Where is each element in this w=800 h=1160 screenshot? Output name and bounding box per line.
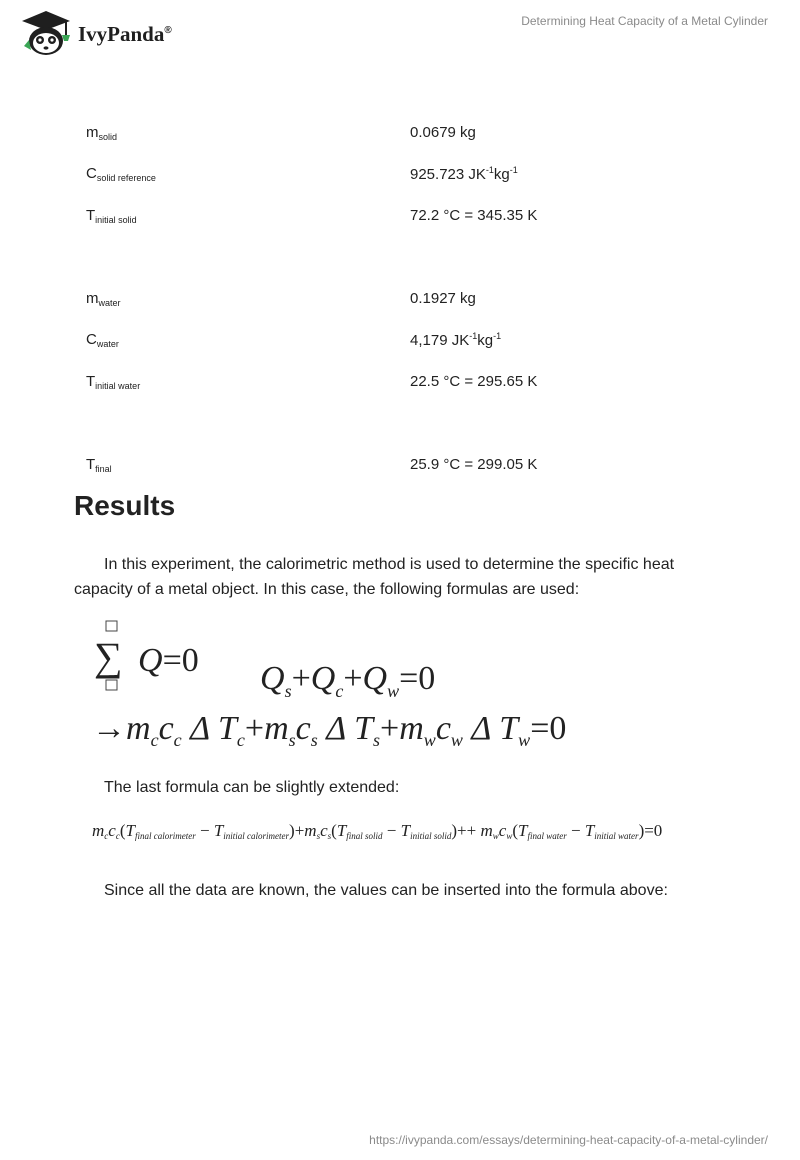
variable-value: 0.1927 kg — [410, 290, 476, 308]
table-row — [86, 195, 726, 237]
variable-label: $m_{water}$ — [86, 289, 121, 308]
variable-label: $C_{solid reference}$ — [86, 165, 156, 184]
paragraph: The last formula can be slightly extended: — [104, 779, 400, 796]
variable-label: $T_{initial solid}$ — [86, 206, 137, 225]
extended-formula — [92, 816, 782, 846]
source-url-link[interactable]: https://ivypanda.com/essays/determining-heat-capacity-of-a-metal-cylinder/ — [369, 1133, 768, 1147]
table-row — [86, 154, 726, 196]
variable-value: 22.5 °C = 295.65 K — [410, 373, 538, 391]
table-row — [86, 278, 726, 320]
formula-image — [92, 618, 692, 746]
variable-label: $T_{final}$ — [86, 455, 112, 474]
table-row — [86, 112, 726, 154]
brand-logo[interactable] — [16, 8, 172, 58]
svg-text:→mccc Δ Tc+mscs Δ Ts+mwcw Δ Tw: $\to m_cc_c$ Δ $T_c+m_sc_s$ Δ $T_s+m_wc_w$ Δ $T_w=0$ — [92, 710, 567, 746]
svg-text:Q=0: Q=0 — [138, 642, 199, 679]
document-title: Determining Heat Capacity of a Metal Cylinder — [521, 14, 768, 28]
table-spacer-row — [86, 403, 726, 445]
variable-value: 925.723 $JK^{-1}kg^{-1}$ — [410, 165, 518, 184]
paragraph: Since all the data are known, the values can be inserted into the formula above: — [104, 882, 668, 899]
variable-label: $m_{solid}$ — [86, 123, 118, 142]
svg-text:Qs+Qc+Qw=0: $Q_s+Q_c+Q_w=0$ — [260, 660, 436, 701]
section-heading: Results — [74, 490, 176, 521]
paragraph: In this experiment, the calorimetric method is used to determine the specific heat capacity of a metal object. In this case, the following formulas are used: — [74, 556, 675, 598]
variable-label: $T_{initial water}$ — [86, 372, 141, 391]
measurement-table — [86, 112, 726, 486]
variable-value: 25.9 °C = 299.05 K — [410, 456, 538, 474]
svg-text:mccc(Tfinal calorimeter − Tini: mccc(Tfinal calorimeter − Tinitial calorimeter)+mscs(Tfinal solid − Tinitial solid)++ mwcw(Tfinal water − Tinitial water)=0 — [92, 821, 663, 841]
variable-value: 0.0679 kg — [410, 124, 476, 142]
variable-label: $C_{water}$ — [86, 331, 119, 350]
table-row — [86, 320, 726, 362]
svg-text:∑: ∑ — [94, 634, 123, 679]
brand-name: IvyPanda® — [78, 21, 172, 46]
table-row — [86, 444, 726, 486]
variable-value: 72.2 °C = 345.35 K — [410, 207, 538, 225]
panda-logo-icon — [16, 8, 74, 58]
table-row — [86, 361, 726, 403]
page-header — [0, 0, 800, 60]
variable-value: 4,179 $JK^{-1}kg^{-1}$ — [410, 331, 502, 350]
table-spacer-row — [86, 237, 726, 279]
